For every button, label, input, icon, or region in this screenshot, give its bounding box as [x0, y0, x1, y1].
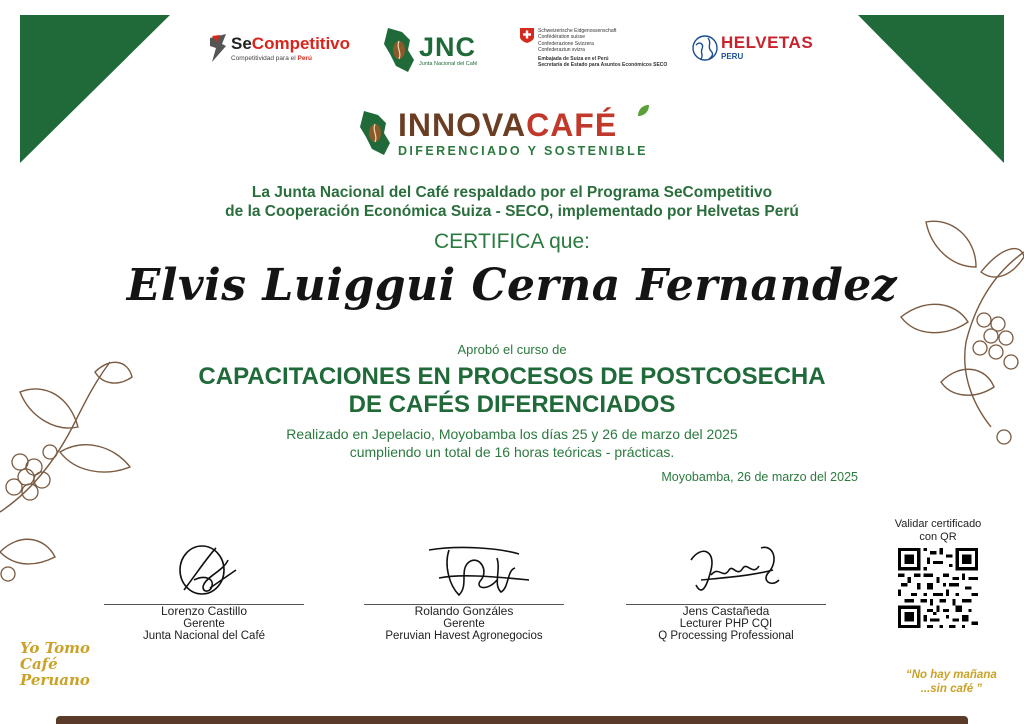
signatory-1-role: Gerente	[183, 618, 225, 630]
peru-map-coffee-bean-icon	[382, 26, 416, 74]
signatory-2-organization: Peruvian Havest Agronegocios	[385, 630, 543, 642]
course-title-line-2: DE CAFÉS DIFERENCIADOS	[348, 391, 676, 418]
program-title-innova: INNOVA	[398, 107, 527, 143]
leaf-icon	[636, 104, 650, 118]
swiss-line-4: Confederaziun svizra	[538, 47, 585, 54]
qr-code[interactable]	[898, 548, 978, 628]
certifica-heading: CERTIFICA que:	[433, 230, 590, 253]
secompetitivo-logo	[208, 34, 350, 62]
signatory-2	[364, 540, 564, 642]
signatory-3-name: Jens Castañeda	[682, 604, 770, 618]
helvetas-country: PERU	[721, 52, 744, 61]
details-line-1: Realizado en Jepelacio, Moyobamba los días 25 y 26 de marzo del 2025	[286, 426, 738, 442]
swiss-embassy: Embajada de Suiza en el Perú	[538, 55, 609, 62]
program-title-cafe: CAFÉ	[526, 107, 618, 143]
yotomo-line-1: Yo Tomo	[20, 639, 90, 657]
signatory-2-name: Rolando Gonzáles	[414, 604, 514, 618]
peru-map-coffee-bean-icon	[358, 108, 392, 158]
slogan	[906, 668, 997, 696]
signatory-1-name: Lorenzo Castillo	[160, 604, 248, 618]
helvetas-logo	[692, 34, 813, 61]
program-subtitle: DIFERENCIADO Y SOSTENIBLE	[398, 144, 648, 158]
signatory-1-organization: Junta Nacional del Café	[142, 630, 266, 642]
place-and-date: Moyobamba, 26 de marzo del 2025	[661, 470, 858, 484]
innovacafe-logo	[358, 108, 648, 158]
secompetitivo-mark-icon	[208, 34, 228, 62]
recipient-name: Elvis Luiggui Cerna Fernandez	[126, 260, 898, 311]
qr-label	[878, 518, 998, 544]
corner-triangle-right	[858, 15, 1004, 163]
partner-logos	[200, 26, 830, 78]
bottom-border-bar	[56, 716, 968, 724]
signatory-3	[626, 540, 826, 642]
issuer-line-2: de la Cooperación Económica Suiza - SECO, implementado por Helvetas Perú	[225, 203, 799, 220]
helvetas-globe-icon	[692, 35, 718, 61]
swiss-flag-icon	[520, 28, 534, 43]
swiss-confederation-logo	[520, 28, 667, 68]
signature-2-image	[389, 540, 539, 600]
swiss-line-3: Confederazione Svizzera	[538, 40, 594, 47]
slogan-line-1: “No hay mañana	[906, 669, 997, 681]
helvetas-name: HELVETAS	[721, 33, 814, 52]
swiss-line-1: Schweizerische Eidgenossenschaft	[538, 28, 617, 34]
signatory-3-role: Lecturer PHP CQI	[679, 618, 773, 630]
course-title-line-1: CAPACITACIONES EN PROCESOS DE POSTCOSECHA	[198, 363, 826, 390]
jnc-full-name: Junta Nacional del Café	[419, 61, 478, 67]
corner-triangle-left	[20, 15, 170, 163]
yotomo-line-2: Café	[20, 655, 58, 673]
signatory-1	[104, 540, 304, 642]
approved-intro: Aprobó el curso de	[457, 342, 567, 357]
jnc-acronym: JNC	[419, 32, 477, 62]
signatory-3-organization: Q Processing Professional	[658, 630, 794, 642]
slogan-line-2: ...sin café ”	[920, 683, 983, 695]
signature-1-image	[144, 540, 264, 600]
course-title	[0, 363, 1024, 419]
secompetitivo-name-a: Se	[231, 34, 252, 53]
issuer-line-1: La Junta Nacional del Café respaldado por el Programa SeCompetitivo	[251, 184, 773, 201]
course-details	[0, 425, 1024, 461]
qr-label-line-2: con QR	[919, 531, 957, 543]
secompetitivo-tagline-a: Competitividad para el	[231, 55, 298, 62]
yo-tomo-cafe-peruano-logo	[20, 640, 90, 688]
jnc-logo	[382, 26, 477, 74]
secompetitivo-tagline-b: Perú	[297, 55, 312, 62]
signature-3-image	[661, 540, 791, 600]
swiss-line-2: Confédération suisse	[538, 34, 585, 41]
issuer-statement	[0, 183, 1024, 221]
yotomo-line-3: Peruano	[20, 671, 90, 689]
secompetitivo-name-b: Competitivo	[251, 34, 351, 53]
details-line-2: cumpliendo un total de 16 horas teóricas - prácticas.	[349, 444, 675, 460]
signatory-2-role: Gerente	[443, 618, 485, 630]
qr-label-line-1: Validar certificado	[894, 518, 982, 530]
swiss-secretariat: Secretaría de Estado para Asuntos Económicos SECO	[538, 62, 668, 69]
